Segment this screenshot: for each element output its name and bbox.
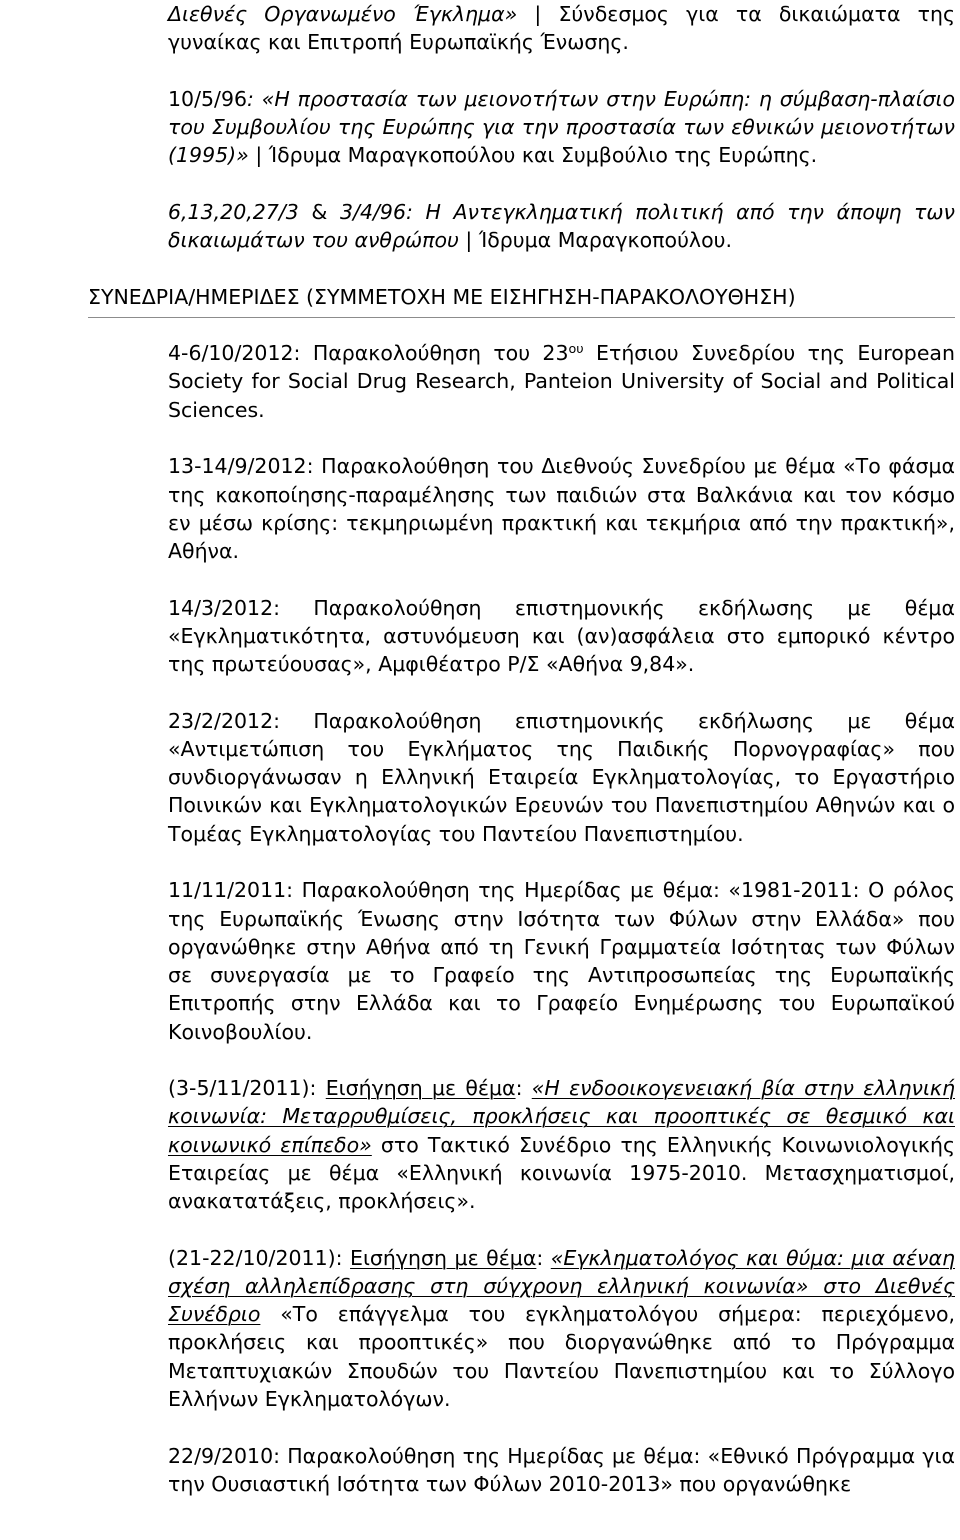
entry — [168, 594, 955, 679]
entry — [168, 876, 955, 1046]
entry-italic-text: 3/4/96: Η Αντεγκληματική πολιτική από την άποψη των δικαιωμάτων του ανθρώπου — [168, 199, 955, 253]
entry-underlined-label: Εισήγηση με θέμα — [350, 1245, 537, 1270]
entry-date: 10/5/96 — [168, 86, 248, 111]
section-heading: ΣΥΝΕΔΡΙΑ/ΗΜΕΡΙΔΕΣ (ΣΥΜΜΕΤΟΧΗ ΜΕ ΕΙΣΗΓΗΣΗ-ΠΑΡΑΚΟΛΟΥΘΗΣΗ) — [88, 283, 955, 318]
entry-text: & — [298, 199, 340, 224]
entry-text: 4-6/10/2012: Παρακολούθηση του 23 — [168, 341, 569, 366]
entry-text: 14/3/2012: Παρακολούθηση επιστημονικής εκδήλωσης με θέμα «Εγκληματικότητα, αστυνόμευση και (αν)ασφάλεια στο εμπορικό κέντρο της πρωτεύουσας», Αμφιθέατρο Ρ/Σ «Αθήνα 9,84». — [168, 595, 955, 677]
entry-italic-underlined-title: «Η ενδοοικογενειακή βία στην ελληνική κοινωνία: Μεταρρυθμίσεις, προκλήσεις και προοπτικές σε θεσμικό και κοινωνικό επίπεδο» — [168, 1076, 955, 1157]
entry-text: 23/2/2012: Παρακολούθηση επιστημονικής εκδήλωσης με θέμα «Αντιμετώπιση του Εγκλήματος της Παιδικής Πορνογραφίας» που συνδιοργάνωσαν η Ελληνική Εταιρεία Εγκληματολογίας, το Εργαστήριο Ποινικών και Εγκληματολογικών Ερευνών του Πανεπιστημίου Αθηνών και ο Τομέας Εγκληματολογίας του Παντείου Πανεπιστημίου. — [168, 708, 955, 846]
entry-italic-underlined-title: «Εγκληματολόγος και θύμα: μια αέναη σχέση αλληλεπίδρασης στη σύγχρονη ελληνική κοινωνία» στο Διεθνές Συνέδριο — [168, 1245, 955, 1327]
entry-date: (21-22/10/2011): — [168, 1245, 351, 1270]
entry-continued — [168, 0, 955, 57]
entry-text: | Ίδρυμα Μαραγκοπούλου. — [458, 228, 732, 253]
entry-text: 11/11/2011: Παρακολούθηση της Ημερίδας με θέμα: «1981-2011: Ο ρόλος της Ευρωπαϊκής Ένωσης στην Ισότητα των Φύλων στην Ελλάδα» που οργανώθηκε στην Αθήνα από τη Γενική Γραμματεία Ισότητας των Φύλων σε συνεργασία με το Γραφείο της Αντιπροσωπείας της Ευρωπαϊκής Επιτροπής στην Ελλάδα και το Γραφείο Ενημέρωσης του Ευρωπαϊκού Κοινοβουλίου. — [168, 878, 955, 1044]
entry-text: 22/9/2010: Παρακολούθηση της Ημερίδας με θέμα: «Εθνικό Πρόγραμμα για την Ουσιαστική Ισότητα των Φύλων 2010-2013» που οργανώθηκε — [168, 1443, 955, 1496]
entry — [168, 85, 955, 170]
entry-text: | Ίδρυμα Μαραγκοπούλου και Συμβούλιο της Ευρώπης. — [248, 143, 818, 168]
entry-text: Ετήσιου Συνεδρίου της European Society for Social Drug Research, Panteion University of Social and Political Sciences. — [168, 341, 955, 422]
entry — [168, 339, 955, 424]
entry-text: 13-14/9/2012: Παρακολούθηση του Διεθνούς Συνεδρίου με θέμα «Το φάσμα της κακοποίησης-παραμέλησης των παιδιών στα Βαλκάνια και τον κόσμο εν μέσω κρίσης: τεκμηριωμένη πρακτική και τεκμήρια από την πρακτική», Αθήνα. — [168, 454, 955, 564]
entry-italic-text: : «Η προστασία των μειονοτήτων στην Ευρώπη: η σύμβαση-πλαίσιο του Συμβουλίου της Ευρώπης για την προστασία των εθνικών μειονοτήτων (1995)» — [168, 86, 955, 168]
entry-text: : — [515, 1076, 532, 1101]
entry — [168, 198, 955, 255]
entry-text: «Το επάγγελμα του εγκληματολόγου σήμερα: περιεχόμενο, προκλήσεις και προοπτικές» που διοργανώθηκε από το Πρόγραμμα Μεταπτυχιακών Σπουδών του Παντείου Πανεπιστημίου και το Σύλλογο Ελλήνων Εγκληματολόγων. — [168, 1302, 955, 1412]
entry-text: | Σύνδεσμος για τα δικαιώματα της γυναίκας και Επιτροπή Ευρωπαϊκής Ένωσης. — [168, 2, 955, 55]
entry — [168, 1442, 955, 1499]
ordinal-superscript: ου — [568, 341, 584, 357]
entry — [168, 1244, 955, 1414]
entry-italic-text: Διεθνές Οργανωμένο Έγκλημα» — [168, 2, 518, 26]
entry — [168, 452, 955, 565]
entry-date: (3-5/11/2011): — [168, 1076, 326, 1101]
entry-text: στο Τακτικό Συνέδριο της Ελληνικής Κοινωνιολογικής Εταιρείας με θέμα «Ελληνική κοινωνία 1975-2010. Μετασχηματισμοί, ανακατατάξεις, προκλήσεις». — [168, 1132, 956, 1214]
entry — [168, 707, 955, 848]
entry-underlined-label: Εισήγηση με θέμα — [325, 1076, 516, 1101]
entry-text: : — [536, 1245, 551, 1270]
entry-italic-text: 6,13,20,27/3 — [168, 199, 299, 224]
entry — [168, 1074, 955, 1215]
